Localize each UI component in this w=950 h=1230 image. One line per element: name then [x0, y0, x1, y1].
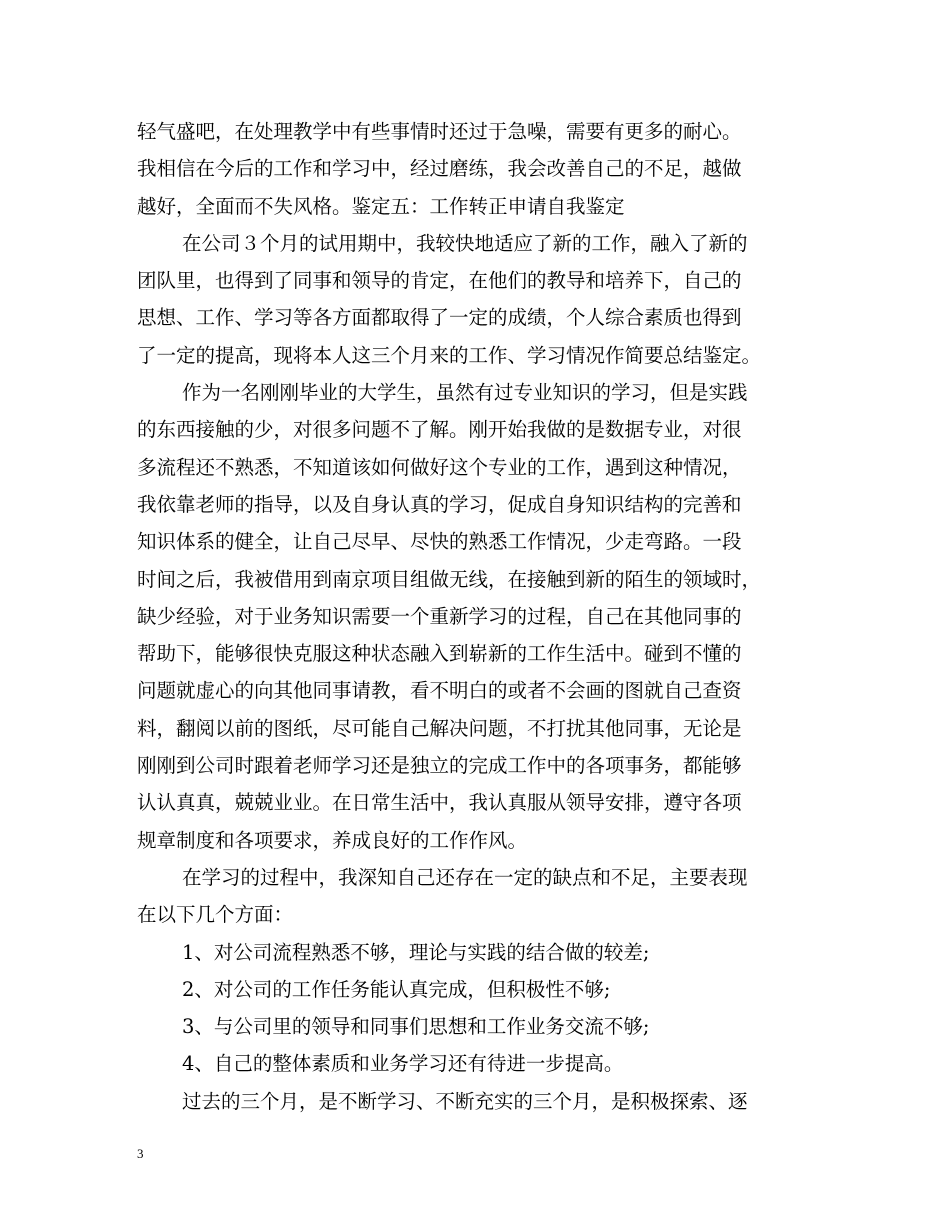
list-item: 1、对公司流程熟悉不够，理论与实践的结合做的较差;: [182, 940, 650, 964]
text-line: 问题就虚心的向其他同事请教，看不明白的或者不会画的图就自己查资: [137, 679, 742, 703]
paragraph-start-line: 作为一名刚刚毕业的大学生，虽然有过专业知识的学习，但是实践: [182, 381, 748, 405]
list-item: 3、与公司里的领导和同事们思想和工作业务交流不够;: [182, 1015, 650, 1039]
paragraph-start-line: 过去的三个月，是不断学习、不断充实的三个月，是积极探索、逐: [182, 1089, 748, 1113]
page-number: 3: [137, 1146, 144, 1161]
text-line: 缺少经验，对于业务知识需要一个重新学习的过程，自己在其他同事的: [137, 604, 742, 628]
list-item: 4、自己的整体素质和业务学习还有待进一步提高。: [182, 1052, 624, 1076]
text-line: 轻气盛吧，在处理教学中有些事情时还过于急噪，需要有更多的耐心。: [137, 120, 742, 143]
text-line: 的东西接触的少，对很多问题不了解。刚开始我做的是数据专业，对很: [137, 418, 742, 442]
text-line: 料，翻阅以前的图纸，尽可能自己解决问题，不打扰其他同事，无论是: [137, 716, 742, 740]
text-line: 我相信在今后的工作和学习中，经过磨练，我会改善自己的不足，越做: [137, 157, 742, 181]
text-line: 越好，全面而不失风格。鉴定五：工作转正申请自我鉴定: [137, 194, 625, 218]
text-line: 团队里，也得到了同事和领导的肯定，在他们的教导和培养下，自己的: [137, 269, 742, 293]
text-line: 了一定的提高，现将本人这三个月来的工作、学习情况作简要总结鉴定。: [137, 343, 762, 367]
text-line: 多流程还不熟悉，不知道该如何做好这个专业的工作，遇到这种情况，: [137, 455, 742, 479]
text-line: 帮助下，能够很快克服这种状态融入到崭新的工作生活中。碰到不懂的: [137, 642, 742, 666]
text-line: 时间之后，我被借用到南京项目组做无线，在接触到新的陌生的领域时，: [137, 567, 762, 591]
text-line: 思想、工作、学习等各方面都取得了一定的成绩，个人综合素质也得到: [137, 306, 742, 330]
document-body: [137, 113, 827, 1120]
text-line: 知识体系的健全，让自己尽早、尽快的熟悉工作情况，少走弯路。一段: [137, 530, 742, 554]
paragraph-start-line: 在公司３个月的试用期中，我较快地适应了新的工作，融入了新的: [182, 231, 748, 255]
text-line: 我依靠老师的指导，以及自身认真的学习，促成自身知识结构的完善和: [137, 492, 742, 516]
text-line: 在以下几个方面：: [137, 903, 294, 927]
text-line: 规章制度和各项要求，养成良好的工作作风。: [137, 828, 528, 852]
text-line: 认认真真，兢兢业业。在日常生活中，我认真服从领导安排，遵守各项: [137, 791, 742, 815]
text-line: 刚刚到公司时跟着老师学习还是独立的完成工作中的各项事务，都能够: [137, 754, 742, 778]
list-item: 2、对公司的工作任务能认真完成，但积极性不够;: [182, 977, 611, 1001]
paragraph-start-line: 在学习的过程中，我深知自己还存在一定的缺点和不足，主要表现: [182, 865, 748, 889]
